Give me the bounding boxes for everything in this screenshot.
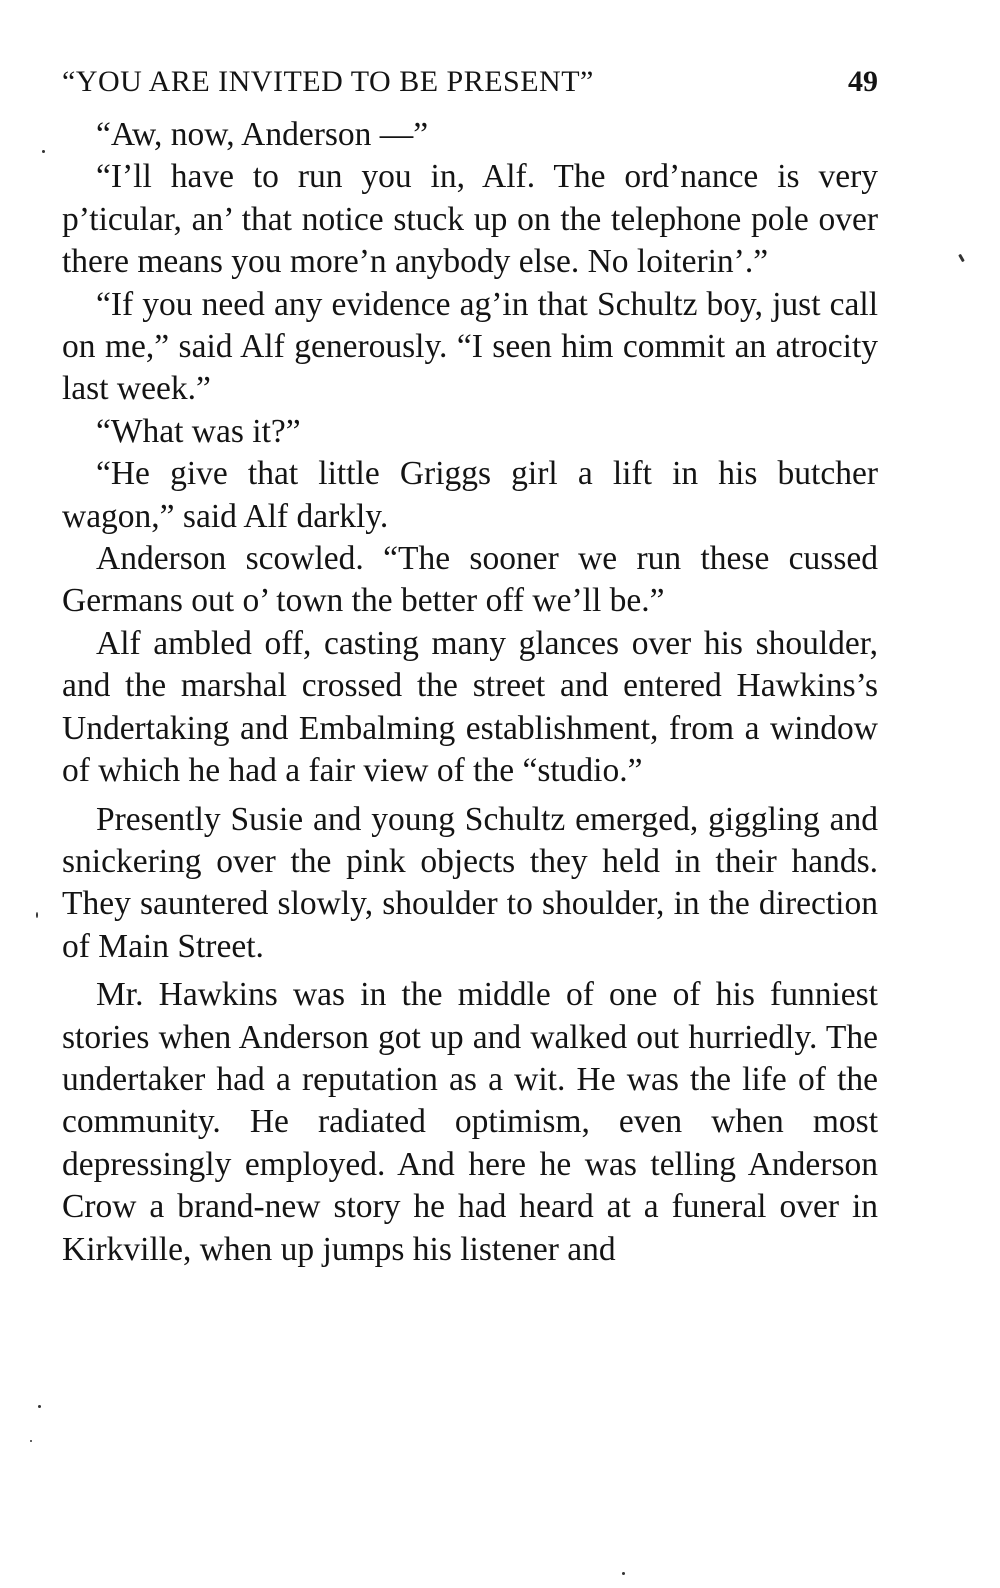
paragraph: “What was it?”: [96, 412, 301, 450]
paragraph: “I’ll have to run you in, Alf. The ord’nance is very p’ticular, an’ that notice stuck up on the telephone pole over there means you more’n anybody else. No loiterin’.”: [62, 158, 878, 281]
paragraph: “Aw, now, Anderson —”: [96, 116, 429, 153]
paragraph: Anderson scowled. “The sooner we run these cussed Germans out o’ town the better off we’ll be.”: [62, 540, 878, 620]
paragraph: “If you need any evidence ag’in that Schultz boy, just call on me,” said Alf generously. “I seen him commit an atrocity last week.”: [62, 285, 878, 408]
scan-speck: [36, 912, 38, 918]
paragraph: Mr. Hawkins was in the middle of one of his funniest stories when Anderson got up and walked out hurriedly. The undertaker had a reputation as a wit. He was the life of the community. He radiated optimism, even when most depressingly employed. And here he was telling Anderson Crow a brand-new story he had heard at a funeral over in Kirkville, when up jumps his listener and: [62, 976, 878, 1268]
scan-speck: [958, 254, 965, 262]
paragraph: Presently Susie and young Schultz emerged, giggling and snickering over the pink objects they held in their hands. They sauntered slowly, shoulder to shoulder, in the direction of Main Street.: [62, 800, 878, 965]
book-page: [62, 62, 878, 1271]
scan-speck: [42, 150, 45, 153]
running-head: [62, 62, 878, 102]
paragraph: “He give that little Griggs girl a lift in his butcher wagon,” said Alf darkly.: [62, 455, 878, 535]
scan-speck: [38, 1405, 41, 1408]
body-text: [62, 114, 878, 1271]
scan-speck: [622, 1572, 625, 1575]
paragraph: Alf ambled off, casting many glances over his shoulder, and the marshal crossed the street and entered Hawkins’s Undertaking and Embalming establishment, from a window of which he had a fair view of the “studio.”: [62, 624, 878, 790]
chapter-title: “YOU ARE INVITED TO BE PRESENT”: [62, 65, 594, 98]
page-number: 49: [848, 65, 878, 98]
scan-speck: [30, 1440, 32, 1442]
